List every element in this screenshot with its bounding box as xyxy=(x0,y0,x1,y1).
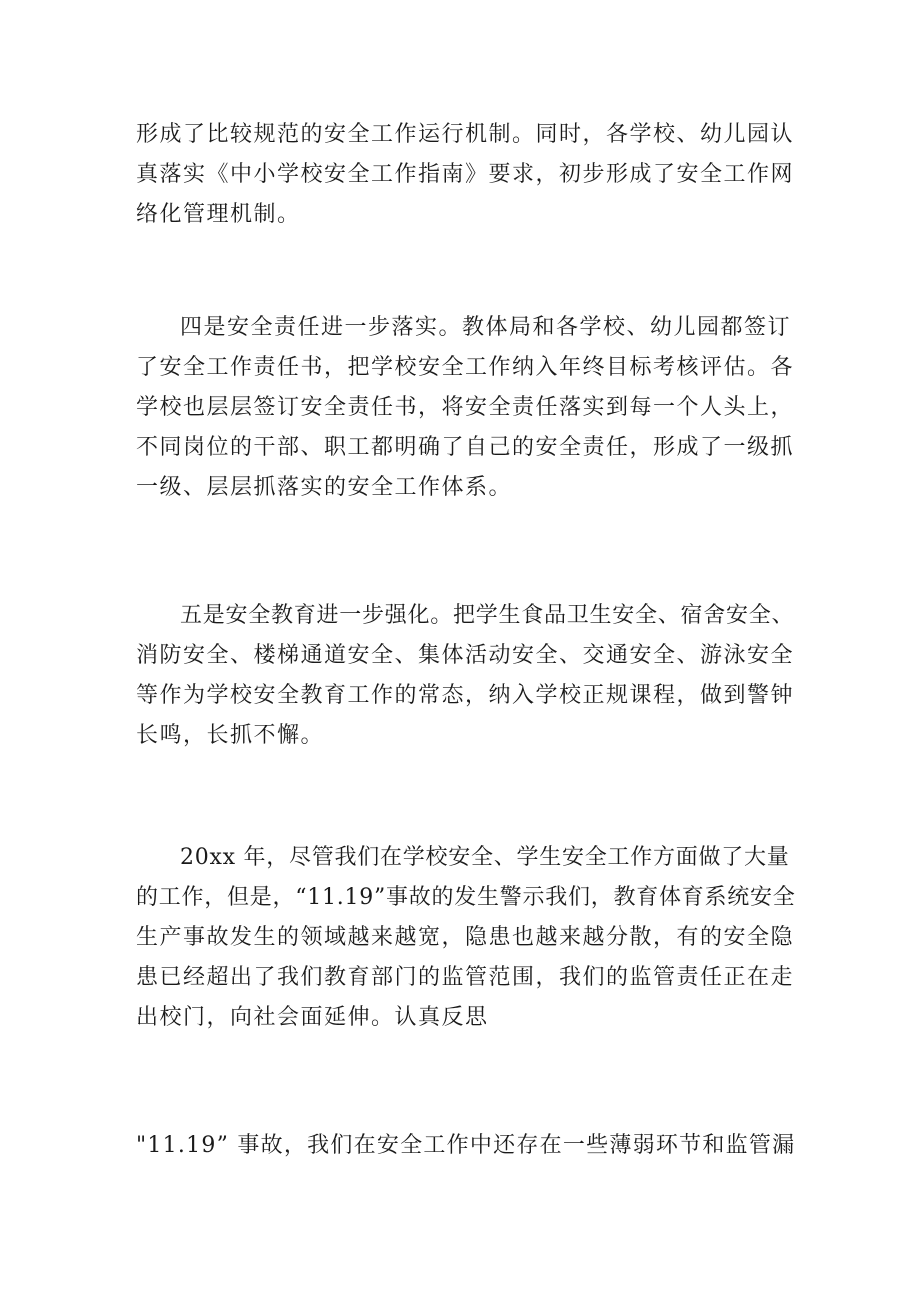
text-line: 不同岗位的干部、职工都明确了自己的安全责任，形成了一级抓 xyxy=(136,435,795,460)
text-line: 四是安全责任进一步落实。教体局和各学校、幼儿园都签订 xyxy=(180,315,792,340)
text-line: 患已经超出了我们教育部门的监管范围，我们的监管责任正在走 xyxy=(136,965,795,990)
text-line: 一级、层层抓落实的安全工作体系。 xyxy=(136,475,513,500)
text-line: 五是安全教育进一步强化。把学生食品卫生安全、宿舍安全、 xyxy=(180,603,795,628)
text-line: 消防安全、楼梯通道安全、集体活动安全、交通安全、游泳安全 xyxy=(136,643,795,668)
text-line: 了安全工作责任书，把学校安全工作纳入年终目标考核评估。各 xyxy=(136,355,795,380)
text-line: 出校门，向社会面延伸。认真反思 xyxy=(136,1005,489,1030)
text-line: 生产事故发生的领域越来越宽，隐患也越来越分散，有的安全隐 xyxy=(136,925,795,950)
paragraph-weakness xyxy=(136,1126,796,1166)
paragraph-reflection xyxy=(136,838,796,1038)
text-line: 长鸣，长抓不懈。 xyxy=(136,723,325,748)
paragraph-education xyxy=(136,596,796,756)
paragraph-responsibility xyxy=(136,308,796,508)
text-line: "11.19” 事故，我们在安全工作中还存在一些薄弱环节和监管漏 xyxy=(136,1133,796,1158)
text-line: 20xx 年，尽管我们在学校安全、学生安全工作方面做了大量 xyxy=(180,845,790,870)
text-line: 络化管理机制。 xyxy=(136,202,301,227)
paragraph-mechanism xyxy=(136,115,796,235)
text-line: 真落实《中小学校安全工作指南》要求，初步形成了安全工作网 xyxy=(136,162,795,187)
text-line: 等作为学校安全教育工作的常态，纳入学校正规课程，做到警钟 xyxy=(136,683,795,708)
text-line: 形成了比较规范的安全工作运行机制。同时，各学校、幼儿园认 xyxy=(136,122,795,147)
text-line: 的工作，但是，“11.19”事故的发生警示我们，教育体育系统安全 xyxy=(136,885,796,910)
text-line: 学校也层层签订安全责任书，将安全责任落实到每一个人头上， xyxy=(136,395,795,420)
